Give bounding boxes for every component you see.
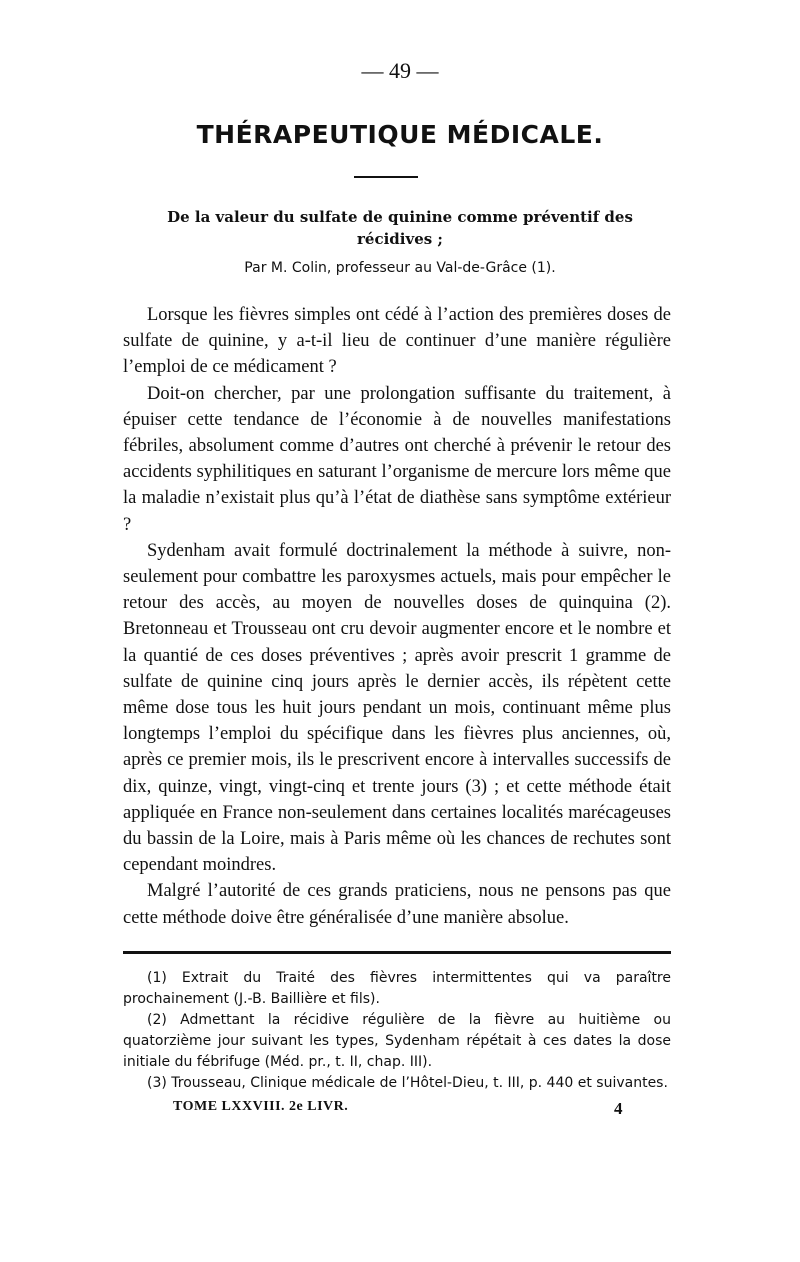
footnote: (3) Trousseau, Clinique médicale de l’Hôtel-Dieu, t. III, p. 440 et suivantes. [147,1075,668,1091]
printer-signature [173,1099,623,1119]
footnotes [123,968,671,1094]
article-byline: Par M. Colin, professeur au Val-de-Grâce (1). [244,260,556,276]
footnote-divider [123,951,671,954]
volume-info: TOME LXXVIII. 2e LIVR. [173,1099,349,1114]
body-paragraph: Malgré l’autorité de ces grands praticiens, nous ne pensons pas que cette méthode doive être généralisée d’une manière absolue. [123,881,671,928]
article-title: De la valeur du sulfate de quinine comme préventif des récidives ; [167,208,633,248]
sheet-number: 4 [614,1099,623,1118]
article-body [123,302,671,931]
body-paragraph: Sydenham avait formulé doctrinalement la méthode à suivre, non-seulement pour combattre les paroxysmes actuels, mais pour empêcher le retour des accès, au moyen de nouvelles doses de quinquina (2). Bretonneau et Trousseau ont cru devoir augmenter encore et le nombre et la quantié de ces doses préventives ; après avoir prescrit 1 gramme de sulfate de quinine cinq jours après le dernier accès, ils répètent cette même dose tous les huit jours pendant un mois, continuant même plus longtemps l’emploi du spécifique dans les fièvres plus anciennes, où, après ce premier mois, ils le prescrivent encore à intervalles successifs de dix, quinze, vingt, vingt-cinq et trente jours (3) ; et cette méthode était appliquée en France non-seulement dans certaines localités marécageuses du bassin de la Loire, mais à Paris même où les chances de rechutes sont cependant moindres. [123,540,671,876]
footnote: (2) Admettant la récidive régulière de la fièvre au huitième ou quatorzième jour suivant les types, Sydenham répétait à ces dates la dose initiale du fébrifuge (Méd. pr., t. II, chap. III). [123,1012,671,1070]
body-paragraph: Lorsque les fièvres simples ont cédé à l’action des premières doses de sulfate de quinine, y a-t-il lieu de continuer d’une manière régulière l’emploi de ce médicament ? [123,305,671,378]
title-divider [354,176,418,178]
page-number: — 49 — [361,58,439,83]
footnote: (1) Extrait du Traité des fièvres intermittentes qui va paraître prochainement (J.-B. Baillière et fils). [123,970,671,1007]
body-paragraph: Doit-on chercher, par une prolongation suffisante du traitement, à épuiser cette tendance de l’économie à de nouvelles manifestations fébriles, absolument comme d’autres ont cherché à prévenir le retour des accidents syphilitiques en saturant l’organisme de mercure lors même que la maladie n’existait plus qu’à l’état de diathèse sans symptôme extérieur ? [123,383,671,535]
section-title: THÉRAPEUTIQUE MÉDICALE. [196,120,604,149]
